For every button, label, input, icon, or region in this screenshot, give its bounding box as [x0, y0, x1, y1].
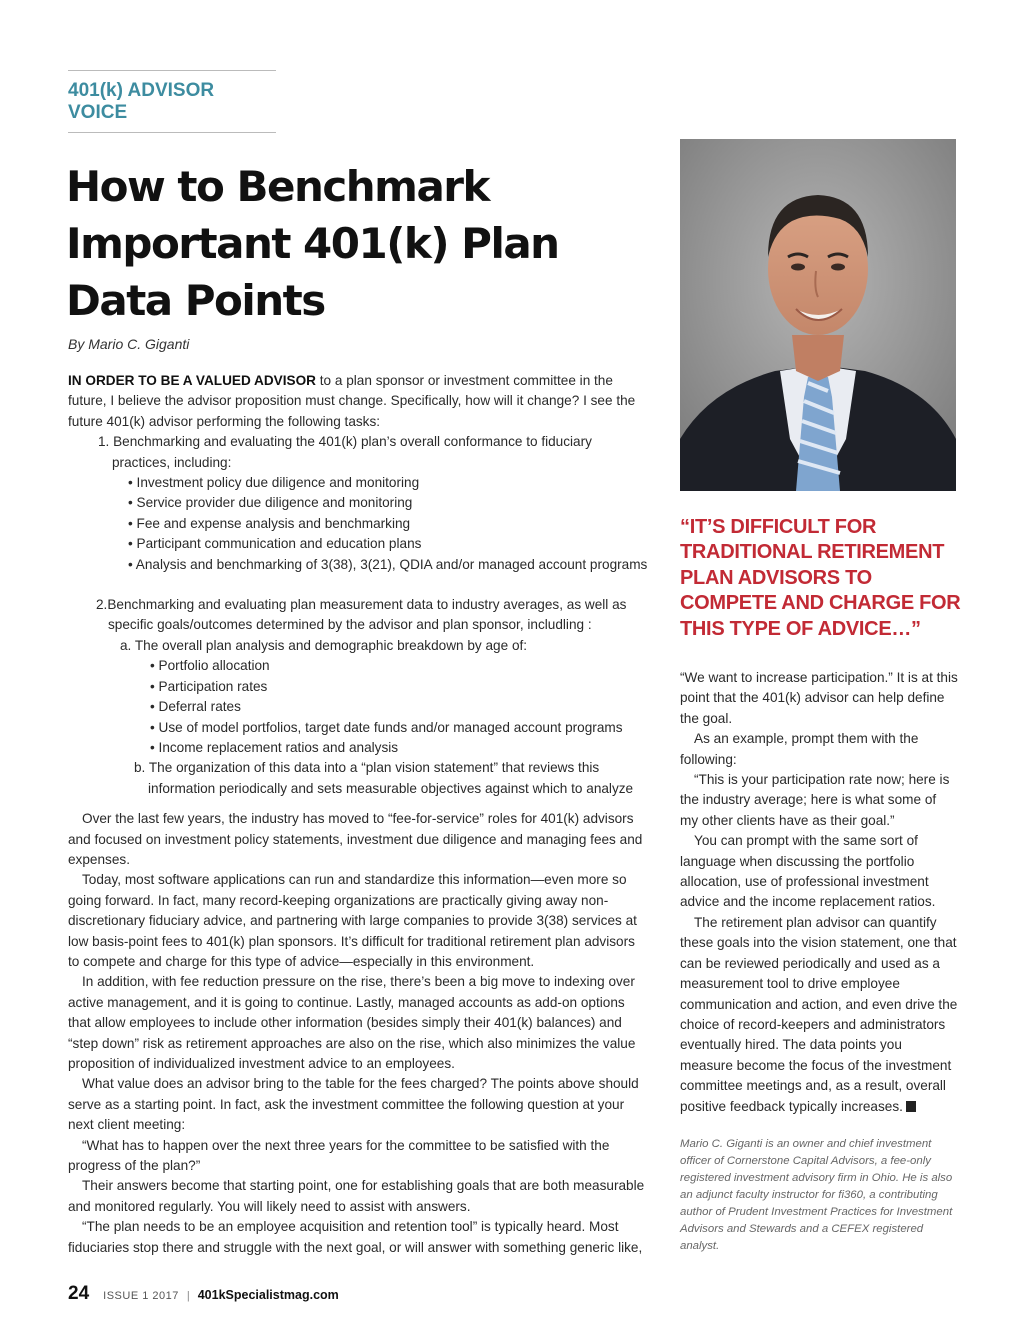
final-paragraph: [680, 913, 958, 1117]
pull-quote: “IT’S DIFFICULT FOR TRADITIONAL RETIREMENT PLAN ADVISORS TO COMPETE AND CHARGE FOR THIS TYPE OF ADVICE…”: [680, 516, 961, 640]
spacer: [68, 575, 648, 595]
body-paragraph: Over the last few years, the industry has moved to “fee-for-service” roles for 401(k) advisors and focused on investment policy statements, investment due diligence and managing fees and expenses.: [68, 811, 643, 867]
task-2-heading: 2.Benchmarking and evaluating plan measurement data to industry averages, as well as specific goals/outcomes determined by the advisor and plan sponsor, includling :: [96, 597, 627, 633]
page-number: 24: [68, 1283, 90, 1304]
author-photo: [680, 139, 956, 491]
task-1-bullet: • Service provider due diligence and monitoring: [128, 495, 413, 511]
body-paragraph: What value does an advisor bring to the table for the fees charged? The points above should serve as a starting point. In fact, ask the investment committee the following question at your next client meeting:: [68, 1076, 639, 1133]
body-paragraph: “This is your participation rate now; here is the industry average; here is what some of my other clients have as their goal.”: [680, 772, 950, 828]
task-1-bullet: • Investment policy due diligence and monitoring: [128, 475, 420, 491]
task-1-bullet: • Fee and expense analysis and benchmarking: [128, 515, 411, 531]
end-mark-icon: K: [906, 1101, 916, 1112]
page-footer: [68, 1283, 339, 1305]
article-title: How to Benchmark Important 401(k) Plan Data Points: [66, 162, 559, 325]
section-label: 401(k) ADVISOR VOICE: [68, 70, 276, 133]
body-paragraph: You can prompt with the same sort of language when discussing the portfolio allocation, use of professional investment advice and the income replacement ratios.: [680, 833, 936, 910]
spacer: [68, 799, 648, 809]
task-2-bullet: • Portfolio allocation: [150, 658, 270, 674]
task-1-heading: 1. Benchmarking and evaluating the 401(k) plan’s overall conformance to fiduciary practices, including:: [98, 434, 592, 470]
task-2-bullet: • Participation rates: [150, 678, 268, 694]
author-bio: Mario C. Giganti is an owner and chief investment officer of Cornerstone Capital Advisors, a fee-only registered investment advisory firm in Ohio. He is also an adjunct faculty instructor for fi360, a contributing author of Prudent Investment Practices for Investment Advisors and Stewards and a CEFEX registered analyst.: [680, 1138, 953, 1252]
site-link[interactable]: 401kSpecialistmag.com: [197, 1288, 339, 1302]
body-paragraph: Their answers become that starting point, one for establishing goals that are both measurable and monitored regularly. You will likely need to assist with answers.: [68, 1178, 645, 1214]
body-paragraph: “The plan needs to be an employee acquisition and retention tool” is typically heard. Most fiduciaries stop there and struggle with the next goal, or will answer with something generic like,: [68, 1219, 643, 1255]
task-2-bullet: • Use of model portfolios, target date funds and/or managed account programs: [150, 719, 623, 735]
task-2-sub-a: a. The overall plan analysis and demographic breakdown by age of:: [120, 637, 528, 653]
task-2-bullet: • Deferral rates: [150, 699, 241, 715]
body-paragraph: As an example, prompt them with the following:: [680, 731, 919, 767]
intro-text: to a plan sponsor or investment committee in the future, I believe the advisor proposition must change. Specifically, how will it change? I see the future 401(k) advisor performing the following tasks:: [68, 373, 636, 429]
issue-label: ISSUE 1 2017: [103, 1290, 179, 1302]
article-body-left: [68, 371, 648, 1258]
body-paragraph: Today, most software applications can run and standardize this information—even more so going forward. In fact, many record-keeping organizations are practically giving away non-discretionary fiduciary advice, and partnering with large companies to provide 3(38) services at low basis-point fees to 401(k) plan sponsors. It’s difficult for traditional retirement plan advisors to compete and charge for this type of advice—especially in this environment.: [68, 872, 637, 969]
task-2-bullet: • Income replacement ratios and analysis: [150, 739, 399, 755]
intro-paragraph: [68, 371, 648, 432]
final-paragraph-text: The retirement plan advisor can quantify these goals into the vision statement, one that can be reviewed periodically and used as a measurement tool to drive employee communication and action, and even drive the choice of record-keepers and administrators eventually hired. The data points you measure become the focus of the investment committee meetings and, as a result, overall positive feedback typically increases.: [680, 914, 958, 1114]
intro-lead: IN ORDER TO BE A VALUED ADVISOR: [68, 373, 316, 388]
author-portrait-icon: [680, 139, 956, 491]
task-1-bullet: • Analysis and benchmarking of 3(38), 3(21), QDIA and/or managed account programs: [128, 556, 648, 572]
task-1-bullet: • Participant communication and education plans: [128, 536, 422, 552]
body-paragraph: “What has to happen over the next three years for the committee to be satisfied with the progress of the plan?”: [68, 1137, 610, 1174]
byline: By Mario C. Giganti: [68, 336, 190, 352]
task-2-sub-b: b. The organization of this data into a “plan vision statement” that reviews this information periodically and sets measurable objectives against which to analyze: [134, 760, 634, 796]
article-body-right: [680, 668, 958, 1117]
body-paragraph: “We want to increase participation.” It is at this point that the 401(k) advisor can help define the goal.: [680, 670, 958, 726]
footer-separator: |: [186, 1290, 190, 1302]
body-paragraph: In addition, with fee reduction pressure on the rise, there’s been a big move to indexing over active management, and it is going to continue. Lastly, managed accounts as add-on options that allow employees to include other information (besides simply their 401(k) balances) and “step down” risk as retirement approaches are also on the rise, which also minimizes the value proposition of individualized investment advice to an employees.: [68, 974, 636, 1071]
